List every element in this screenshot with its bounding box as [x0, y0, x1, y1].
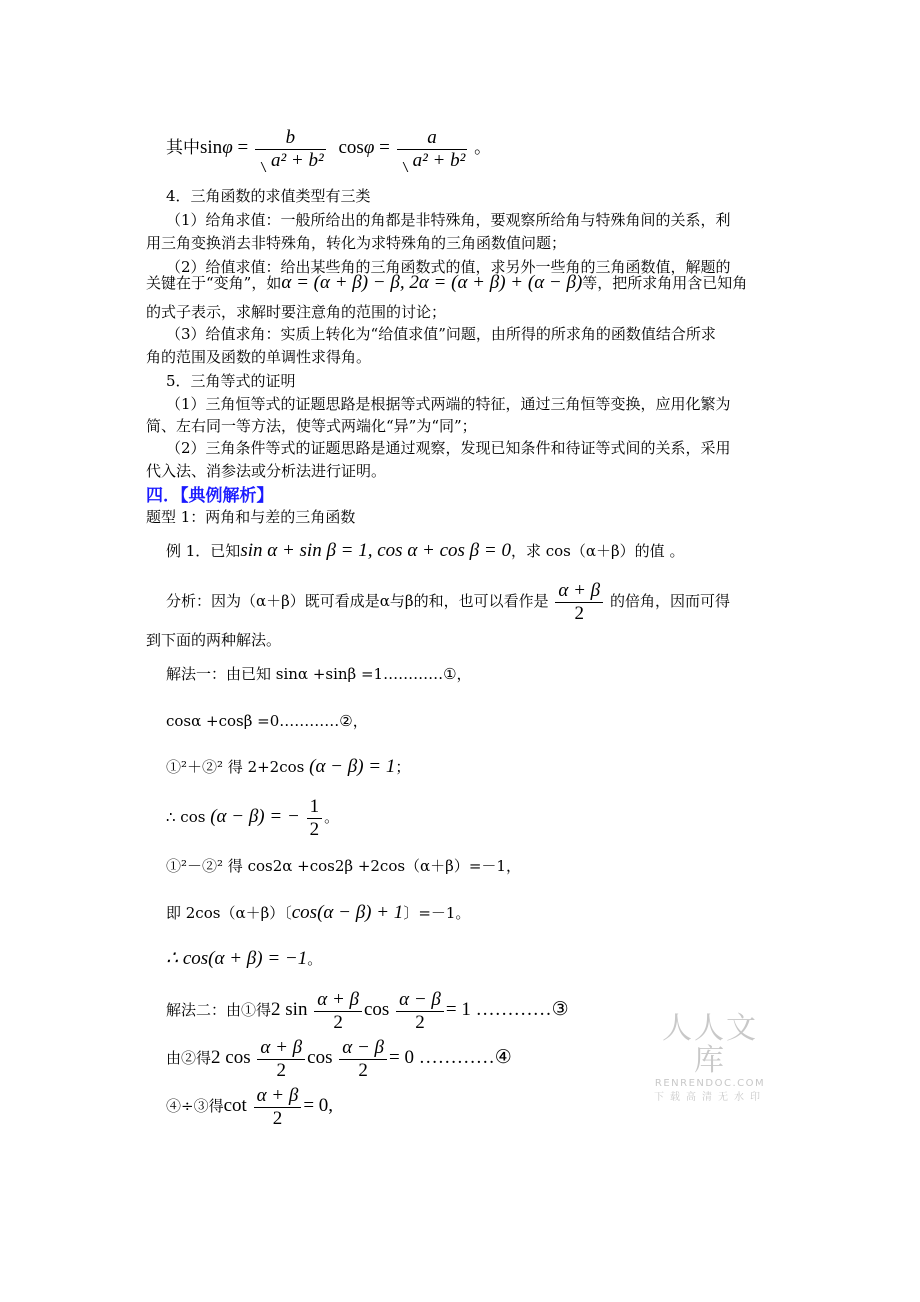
section-4-title: 4．三角函数的求值类型有三类 [166, 187, 371, 205]
solution1-line7: ∴ cos(α + β) = −1。 [166, 948, 323, 969]
watermark-logo [648, 1013, 772, 1105]
section-4-p2c: 的式子表示，求解时要注意角的范围的讨论； [146, 303, 447, 321]
section-4-p3b: 角的范围及函数的单调性求得角。 [146, 348, 372, 366]
formula-sin-cos-phi: 其中sinφ = $\frac{b}{\text{a² + b²}}$ cosφ = $\frac{a}{\text{a² + b²}}$ 。 [166, 126, 492, 171]
solution1-line2: cosα +cosβ =0…………②， [166, 712, 368, 730]
section-4-p1b: 用三角变换消去非特殊角，转化为求特殊角的三角函数值问题； [146, 234, 567, 252]
example-1: 例 1．已知sin α + sin β = 1, cos α + cos β = 0，求 cos（α＋β）的值 。 [166, 540, 685, 561]
solution1-line1: 解法一：由已知 sinα +sinβ =1…………①， [166, 665, 472, 683]
watermark-slogan: 下载高清无水印 [654, 1092, 766, 1103]
solution2-line3: ④÷③得cot $\frac{\alpha + \beta}{2}$ = 0, [166, 1084, 334, 1129]
section-5-p1a: （1）三角恒等式的证题思路是根据等式两端的特征，通过三角恒等变换，应用化繁为 [166, 395, 731, 413]
section-4-p3a: （3）给值求角：实质上转化为“给值求值”问题，由所得的所求角的函数值结合所求 [166, 325, 716, 343]
topic-title: 题型 1：两角和与差的三角函数 [146, 508, 356, 526]
fraction-cos-phi: $\frac{a}{\text{a² + b²}}$ [397, 127, 468, 172]
section-4-p1a: （1）给角求值：一般所给出的角都是非特殊角，要观察所给角与特殊角间的关系，利 [166, 211, 731, 229]
solution1-line5: ①²－②² 得 cos2α +cos2β +2cos（α＋β）=－1， [166, 857, 521, 875]
watermark-title: 人人文库 [662, 1011, 758, 1078]
solution2-line2: 由②得2 cos $\frac{\alpha + \beta}{2}$ cos $\frac{\alpha - \beta}{2}$ = 0 …………④ [166, 1036, 512, 1081]
solution2-line1: 解法二：由①得2 sin $\frac{\alpha + \beta}{2}$ cos $\frac{\alpha - \beta}{2}$ = 1 …………③ [166, 988, 569, 1033]
analysis-line-1: 分析：因为（α＋β）既可看成是α与β的和，也可以看作是 $\frac{\alpha + \beta}{2}$ 的倍角，因而可得 [166, 579, 730, 624]
section-5-p1b: 简、左右同一等方法，使等式两端化“异”为“同”； [146, 417, 477, 435]
angle-identity-math: α = (α + β) − β, 2α = (α + β) + (α − β) [281, 272, 583, 293]
section-4-p2b: 关键在于“变角”，如α = (α + β) − β, 2α = (α + β) + (α − β)等，把所求角用含已知角 [146, 272, 748, 293]
solution1-line3: ①²＋②² 得 2+2cos (α − β) = 1； [166, 756, 411, 777]
section-4-p2a: （2）给值求值：给出某些角的三角函数式的值，求另外一些角的三角函数值，解题的 [166, 258, 731, 276]
section-5-p2b: 代入法、消参法或分析法进行证明。 [146, 462, 387, 480]
solution1-line6: 即 2cos（α＋β）〔cos(α − β) + 1〕=－1。 [166, 902, 471, 923]
watermark-domain: RENRENDOC.COM [654, 1078, 766, 1089]
analysis-line-2: 到下面的两种解法。 [146, 631, 282, 649]
fraction-sin-phi: $\frac{b}{\text{a² + b²}}$ [255, 127, 326, 172]
solution1-line4: ∴ cos (α − β) = − $\frac{1}{2}$ 。 [166, 795, 340, 840]
section-5-title: 5．三角等式的证明 [166, 372, 296, 390]
formula-prefix: 其中 [166, 138, 200, 158]
section-heading: 四．【典例解析】 [146, 486, 274, 506]
fraction-half-angle: $\frac{\alpha + \beta}{2}$ [555, 580, 603, 625]
section-5-p2a: （2）三角条件等式的证题思路是通过观察，发现已知条件和待证等式间的关系，采用 [166, 439, 731, 457]
example-condition-math: sin α + sin β = 1, cos α + cos β = 0 [240, 540, 511, 561]
fraction-one-half: $\frac{1}{2}$ [307, 796, 323, 841]
